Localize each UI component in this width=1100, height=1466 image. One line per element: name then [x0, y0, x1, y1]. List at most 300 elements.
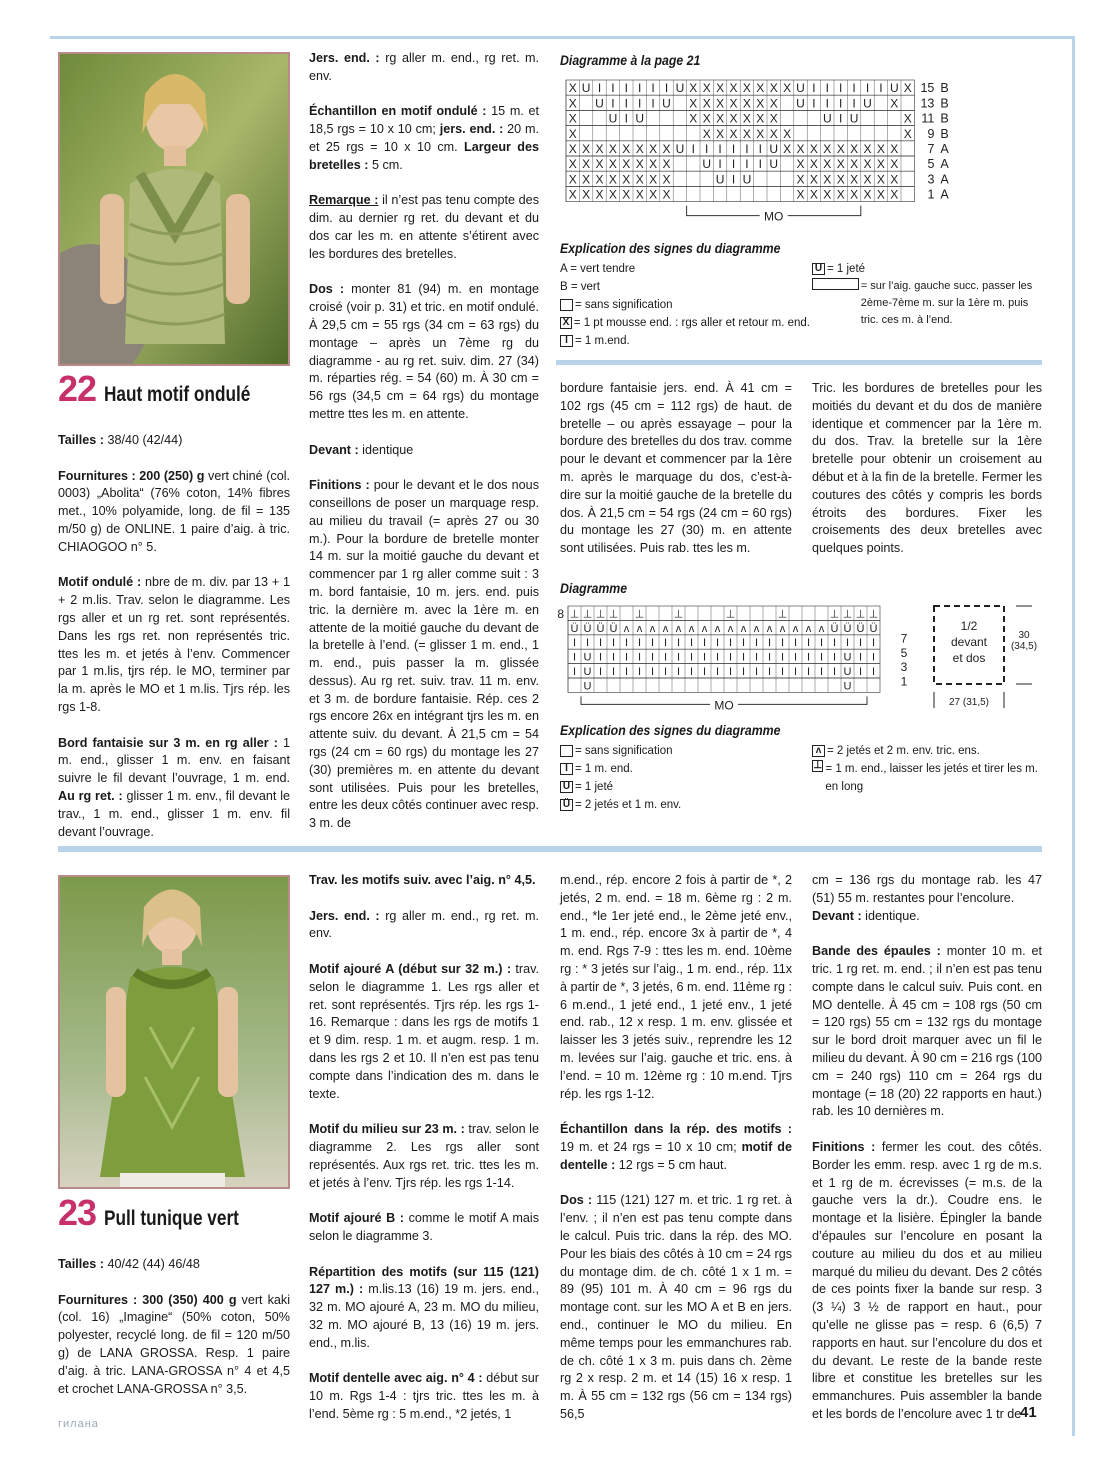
yarn-over-symbol-icon: U — [812, 263, 825, 275]
chart-cell: I — [806, 651, 811, 664]
chart-cell: ⊥ — [829, 608, 840, 621]
chart-cell: X — [608, 142, 617, 156]
garter-stitch-symbol-icon: X — [560, 317, 572, 329]
chart-cell: X — [649, 172, 658, 187]
knit-stitch-symbol-icon: I — [560, 763, 573, 775]
chart-cell: X — [582, 172, 591, 187]
schema-label: devant — [950, 635, 988, 649]
chart-cell: X — [836, 187, 845, 202]
chart-cell: I — [598, 637, 603, 650]
chart-cell: I — [754, 651, 759, 664]
chart-cell: ʌ — [675, 622, 682, 635]
chart-cell: X — [742, 96, 751, 111]
chart-cell: X — [863, 187, 872, 202]
chart-cell: Ü — [869, 622, 878, 635]
project-title: Pull tunique vert — [104, 1207, 239, 1230]
chart-cell: I — [664, 81, 669, 96]
chart-cell: X — [850, 142, 859, 156]
chart-cell: ʌ — [727, 622, 734, 635]
chart-cell: I — [663, 651, 668, 664]
chart-cell: X — [796, 142, 805, 156]
chart-cell: ⊥ — [868, 608, 879, 621]
chart-cell: I — [731, 172, 736, 187]
chart-cell: I — [852, 96, 856, 111]
chart-cell: I — [871, 637, 876, 650]
chart-cell: I — [624, 96, 628, 111]
chart-cell: X — [903, 81, 912, 96]
chart-cell: I — [624, 651, 629, 664]
chart-cell: I — [718, 157, 722, 172]
chart-cell: X — [568, 187, 577, 202]
chart-cell: I — [689, 666, 694, 678]
watermark: гилана — [58, 1418, 99, 1430]
chart-cell: X — [622, 157, 631, 172]
chart-cell: I — [839, 81, 843, 96]
chart-cell: Ü — [856, 622, 865, 635]
chart-cell: X — [635, 142, 644, 156]
chart-cell: X — [823, 187, 832, 202]
chart-cell: I — [650, 637, 655, 650]
chart-cell: X — [809, 187, 818, 202]
chart-cell: X — [568, 96, 577, 111]
chart-color-label: A — [940, 172, 949, 187]
chart-cell: I — [624, 666, 629, 678]
chart-cell: X — [903, 126, 912, 141]
chart-cell: I — [663, 637, 668, 650]
chart-row-label: 7 — [927, 142, 935, 156]
chart-cell: I — [839, 96, 843, 111]
chart-color-label: B — [940, 111, 949, 126]
chart-cell: I — [702, 666, 707, 678]
chart-row-label: 11 — [921, 111, 935, 126]
chart-cell: X — [582, 187, 591, 202]
chart-cell: Ü — [570, 622, 579, 635]
page-number: 41 — [1020, 1404, 1037, 1421]
chart-cell: U — [742, 172, 752, 187]
chart-cell: X — [850, 187, 859, 202]
chart-row-label: 3 — [927, 172, 935, 187]
chart-cell: I — [793, 666, 798, 678]
chart-cell: I — [651, 96, 655, 111]
chart-cell: I — [858, 651, 863, 664]
chart-cell: I — [839, 111, 843, 126]
project-23-heading — [58, 1192, 269, 1234]
chart-color-label: A — [940, 142, 949, 156]
legend-1-right: U = 1 jeté = sur l’aig. gauche succ. passer les 2ème-7ème m. sur la 1ère m. puis tric. ces m. à l’end. — [812, 260, 1042, 329]
chart-cell: X — [595, 142, 604, 156]
schema-label: et dos — [952, 651, 986, 665]
chart-cell: I — [572, 666, 577, 678]
chart-cell: X — [662, 172, 671, 187]
chart-cell: I — [651, 81, 655, 96]
chart-cell: X — [716, 111, 725, 126]
chart-cell: I — [676, 637, 681, 650]
yarn-over-symbol-icon: U — [560, 781, 573, 793]
chart-cell: U — [849, 111, 859, 126]
chart-color-label: A — [940, 187, 949, 202]
chart-lace-pattern — [552, 600, 912, 710]
chart-row-label: 13 — [920, 96, 935, 111]
chart-cell: X — [796, 172, 805, 187]
size-schema — [920, 598, 1042, 714]
chart-cell: X — [568, 81, 577, 96]
chart-cell: X — [622, 142, 631, 156]
chart-cell: I — [624, 637, 629, 650]
chart-cell: I — [637, 666, 642, 678]
chart-cell: I — [741, 666, 746, 678]
chart-cell: X — [729, 96, 738, 111]
mo-label: MO — [764, 209, 784, 224]
chart-cell: X — [649, 142, 658, 156]
chart-cell: X — [756, 126, 765, 141]
chart-cell: X — [649, 187, 658, 202]
p22-column-4: Tric. les bordures de bretelles pour les moitiés du devant et du dos de manière identique et commencer par la 1ère m. du dos. Trav. la bretelle sur la 1ère bretelle pour obtenir un croisement au début et à la fin de la bretelle. Fermer les coutures des côtés y compris les bords étroits des bordures. Fixer les croisements des deux bretelles avec quelques points. — [812, 381, 1042, 556]
chart-cell: X — [729, 81, 738, 96]
chart-cell: I — [858, 637, 863, 650]
chart-cell: X — [595, 187, 604, 202]
chart-cell: X — [568, 126, 577, 141]
chart-cell: X — [809, 157, 818, 172]
chart-cell: ʌ — [766, 622, 773, 635]
chart-cell: ⊥ — [855, 608, 866, 621]
chart-cell: I — [715, 666, 720, 678]
chart-cell: X — [836, 142, 845, 156]
chart-cell: I — [780, 666, 785, 678]
chart-cell: ʌ — [818, 622, 825, 635]
chart-cell: X — [742, 81, 751, 96]
schema-height: (34,5) — [1010, 641, 1038, 652]
chart-cell: X — [662, 187, 671, 202]
chart-cell: I — [691, 142, 695, 156]
chart-cell: I — [793, 651, 798, 664]
chart-row-label: 1 — [927, 187, 935, 202]
legend-2-left: = sans signification I = 1 m. end. U = 1 jeté Ü = 2 jetés et 1 m. env. — [560, 742, 810, 814]
chart-cell: U — [796, 96, 805, 111]
chart-cell: X — [635, 172, 644, 187]
chart-cell: I — [871, 651, 876, 664]
chart-cell: I — [825, 96, 829, 111]
chart-cell: I — [832, 666, 837, 678]
chart-cell: ʌ — [805, 622, 812, 635]
chart-cell: I — [624, 111, 628, 126]
chart-cell: Ü — [583, 622, 592, 635]
chart-cell: I — [572, 637, 577, 650]
chart-cell: ⊥ — [842, 608, 853, 621]
chart-cell: U — [635, 111, 645, 126]
chart-cell: I — [637, 651, 642, 664]
chart-cell: X — [890, 172, 899, 187]
chart-cell: X — [689, 96, 698, 111]
chart-row-label: 5 — [927, 157, 935, 172]
chart-cell: I — [611, 651, 616, 664]
chart-cell: Ü — [596, 622, 605, 635]
chart-cell: X — [863, 172, 872, 187]
p22-column-3: bordure fantaisie jers. end. À 41 cm = 102 rgs (45 cm = 112 rgs) de haut. de bretelle – ou après essayage – pour la bordure des bretelles du dos trav. comme pour le devant et commencer par la 1ère m. après le marquage du dos, c’est-à-dire sur la moitié gauche de la bretelle du dos. À 21,5 cm = 54 rgs (24 cm = 60 rgs) du montage les 27 (30) m. en attente sont utilisées. Puis rab. ttes les m. — [560, 381, 792, 556]
chart-cell: X — [823, 172, 832, 187]
chart-cell: X — [783, 142, 792, 156]
chart-cell: X — [783, 81, 792, 96]
chart-cell: I — [731, 157, 736, 172]
chart-cell: ʌ — [792, 622, 799, 635]
chart-cell: X — [702, 96, 711, 111]
chart-row-label: 1 — [900, 674, 908, 689]
chart-cell: ʌ — [714, 622, 721, 635]
chart-color-label: B — [940, 126, 949, 141]
chart-cell: X — [662, 157, 671, 172]
chart-cell: I — [745, 142, 749, 156]
chart-cell: I — [858, 666, 863, 678]
chart-cell: U — [863, 96, 872, 111]
chart-cell: U — [581, 81, 591, 96]
chart-cell: Ü — [609, 622, 618, 635]
chart-cell: X — [568, 172, 577, 187]
chart-cell: I — [780, 637, 785, 650]
chart-cell: ⊥ — [595, 608, 606, 621]
chart-cell: I — [812, 96, 816, 111]
p23-column-2: Trav. les motifs suiv. avec l’aig. n° 4,5. Jers. end. : rg aller m. end., rg ret. m. env. Motif ajouré A (début sur 32 m.) : trav. selon le diagramme 1. Les rgs aller et ret. sont représentés. Tjrs rép. les rgs 1-16. Remarque : dans les rgs de motifs 1 et 9 dim. resp. 1 m. et augm. resp. 1 m. dans les rgs 2 et 10. Il n’en est pas tenu compte dans l’indication des m. dans le texte. Motif du milieu sur 23 m. : trav. selon le diagramme 2. Les rgs aller sont représentés. Aux rgs ret. tric. ttes les m. et jetés à l’env. Tjrs rép. les rgs 1-14. Motif ajouré B : comme le motif A mais selon le diagramme 3. Répartition des motifs (sur 115 (121) 127 m.) : m.lis.13 (16) 19 m. jers. end., 32 m. MO ajouré A, 23 m. MO du milieu, 32 m. MO ajouré B, 13 (16) 19 m. jers. end., m.lis. Motif dentelle avec aig. n° 4 : début sur 10 m. Rgs 1-4 : tjrs tric. ttes les m. à l’end. 5ème rg : 5 m.end., *2 jetés, 1 — [309, 873, 539, 1421]
chart-cell: U — [796, 81, 805, 96]
chart-cell: X — [568, 111, 577, 126]
chart-cell: U — [822, 111, 832, 126]
chart-cell: X — [729, 111, 738, 126]
chart-color-label: B — [940, 96, 949, 111]
chart-wave-pattern — [560, 78, 980, 228]
chart-cell: X — [863, 142, 872, 156]
chart-cell: X — [702, 126, 711, 141]
decrease-symbol-icon: ʌ — [812, 745, 825, 757]
chart-cell: I — [806, 637, 811, 650]
chart-cell: X — [582, 157, 591, 172]
chart-cell: X — [689, 81, 698, 96]
photo-23-green-tunic — [58, 875, 290, 1189]
chart-cell: I — [741, 637, 746, 650]
chart-cell: I — [637, 637, 642, 650]
elongated-stitch-symbol-icon: ⊥ — [813, 760, 823, 771]
schema-height: 30 — [1018, 630, 1030, 641]
chart-cell: X — [783, 126, 792, 141]
chart-row-label: 8 — [557, 607, 564, 621]
chart-cell: X — [850, 172, 859, 187]
chart-cell: X — [769, 81, 778, 96]
chart-cell: I — [572, 651, 577, 664]
diagram-title: Diagramme — [560, 580, 628, 596]
chart-cell: ⊥ — [634, 608, 645, 621]
chart-cell: X — [769, 96, 778, 111]
chart-cell: X — [608, 187, 617, 202]
chart-cell: X — [809, 142, 818, 156]
chart-cell: U — [702, 157, 712, 172]
chart-cell: I — [745, 157, 749, 172]
chart-cell: X — [649, 157, 658, 172]
legend-1-title: Explication des signes du diagramme — [560, 240, 781, 256]
chart-cell: U — [843, 666, 852, 678]
chart-cell: I — [731, 142, 736, 156]
chart-cell: X — [716, 81, 725, 96]
chart-cell: X — [876, 187, 885, 202]
chart-cell: I — [676, 651, 681, 664]
chart-cell: I — [676, 666, 681, 678]
chart-cell: X — [662, 142, 671, 156]
page-frame-right — [1072, 36, 1075, 1436]
chart-cell: ʌ — [636, 622, 643, 635]
chart-cell: I — [715, 637, 720, 650]
chart-cell: I — [702, 637, 707, 650]
chart-cell: ⊥ — [673, 608, 684, 621]
chart-cell: X — [742, 126, 751, 141]
chart-cell: I — [611, 666, 616, 678]
chart-cell: X — [809, 172, 818, 187]
chart-cell: I — [597, 81, 602, 96]
chart-cell: ʌ — [623, 622, 630, 635]
chart-cell: X — [582, 142, 591, 156]
legend-2-right: ʌ = 2 jetés et 2 m. env. tric. ens. ⊥ = 1 m. end., laisser les jetés et tirer les m. en long — [813, 745, 1038, 793]
chart-cell: X — [756, 111, 765, 126]
project-title: Haut motif ondulé — [104, 383, 251, 406]
chart-cell: X — [716, 96, 725, 111]
mo-label: MO — [714, 698, 734, 710]
chart-cell: I — [852, 81, 856, 96]
chart-cell: I — [819, 637, 824, 650]
chart-row-label: 7 — [900, 631, 908, 646]
chart-cell: ʌ — [688, 622, 695, 635]
chart-cell: I — [689, 637, 694, 650]
chart-cell: ⊥ — [725, 608, 736, 621]
pass-over-symbol-icon — [812, 278, 859, 290]
chart-row-label: 5 — [900, 645, 908, 660]
chart-cell: ⊥ — [582, 608, 593, 621]
legend-1-left: A = vert tendre B = vert = sans signification X = 1 pt mousse end. : rgs aller et retour m. end. I = 1 m.end. — [560, 263, 810, 347]
chart-cell: I — [650, 651, 655, 664]
chart-cell: X — [903, 111, 912, 126]
chart-cell: I — [611, 637, 616, 650]
chart-cell: X — [876, 142, 885, 156]
chart-cell: X — [890, 157, 899, 172]
chart-cell: I — [819, 651, 824, 664]
chart-cell: I — [650, 666, 655, 678]
chart-cell: ⊥ — [777, 608, 788, 621]
chart-cell: I — [806, 666, 811, 678]
chart-cell: I — [767, 637, 772, 650]
project-number: 22 — [58, 368, 97, 409]
chart-cell: X — [823, 142, 832, 156]
schema-fraction: 1/2 — [960, 619, 978, 633]
chart-cell: I — [718, 142, 722, 156]
chart-cell: I — [611, 96, 615, 111]
p23-column-1: Tailles : 40/42 (44) 46/48 Fournitures : 300 (350) 400 g vert kaki (col. 16) „Imagine“ (50% coton, 50% polyester, recyclé long. de fil = 120 m/50 g) de LANA GROSSA. Resp. 1 paire d’aig. à tric. LANA-GROSSA n° 4 et 4,5 et crochet LANA-GROSSA n° 3,5. — [58, 1257, 290, 1396]
schema-width: 27 (31,5) — [948, 697, 990, 708]
chart-row-label: 3 — [900, 660, 908, 675]
chart-cell: I — [611, 81, 615, 96]
diagram-page-reference: Diagramme à la page 21 — [560, 52, 701, 68]
chart-cell: ʌ — [662, 622, 669, 635]
p22-column-2: Jers. end. : rg aller m. end., rg ret. m. env. Échantillon en motif ondulé : 15 m. et 18,5 rgs = 10 x 10 cm; jers. end. : 20 m. et 25 rgs = 10 x 10 cm. Largeur des bretelles : 5 cm. Remarque : il n’est pas tenu compte des dim. au dernier rg ret. du devant et du dos car les m. en attente s’étirent avec les bordures des bretelles. Dos : monter 81 (94) m. en montage croisé (voir p. 31) et tric. en motif ondulé. À 29,5 cm = 55 rgs (34 cm = 63 rgs) du montage – après un 7ème rg du diagramme - au rg ret. suiv. dim. 27 (34) m. réparties rég. = 54 (60) m. À 30 cm = 56 rgs (34,5 cm = 64 rgs) du montage mettre ttes les m. en attente. Devant : identique Finitions : pour le devant et le dos nous conseillons de poser un marquage resp. au milieu du travail (= après 27 ou 30 m.). Pour la bordure de bretelle monter 14 m. sur la moitié gauche du devant et commencer par 1 rg aller comme suit : 3 m. bord fantaisie, 10 m. jers. end. puis tric. la dernière m. avec la 1ère m. en attente de la moitié gauche du devant de la bretelle à l’end. (= glisser 1 m. end., 1 m. end., puis passer la m. glissée dessus). Au rg ret. suiv. trav. 11 m. env. et 3 m. de bordure fantaisie. Rép. ces 2 rgs encore 26x en intégrant tjrs les m. en attente suiv. du devant. À 21,5 cm = 54 rgs (24 cm = 60 rgs) du montage les 27 (30) premières m. en attente du devant sont utilisées. Puis pour les bretelles, entre les deux côtés continuer avec resp. 3 m. de — [309, 51, 540, 831]
blank-symbol-icon — [560, 299, 573, 311]
chart-cell: I — [754, 666, 759, 678]
chart-cell: ʌ — [701, 622, 708, 635]
chart-cell: I — [825, 81, 829, 96]
page-frame-top — [50, 36, 1074, 39]
knit-stitch-symbol-icon: I — [560, 335, 573, 347]
chart-cell: X — [823, 157, 832, 172]
chart-cell: I — [758, 142, 762, 156]
chart-cell: I — [728, 651, 733, 664]
chart-cell: I — [767, 651, 772, 664]
chart-cell: ⊥ — [608, 608, 619, 621]
chart-cell: U — [583, 666, 592, 678]
chart-cell: I — [728, 666, 733, 678]
chart-cell: I — [819, 666, 824, 678]
chart-cell: X — [836, 157, 845, 172]
double-yarn-over-symbol-icon: Ü — [560, 799, 573, 811]
chart-cell: I — [638, 96, 642, 111]
chart-cell: X — [568, 142, 577, 156]
section-divider — [58, 846, 1042, 852]
chart-cell: U — [608, 111, 618, 126]
chart-cell: I — [638, 81, 642, 96]
chart-cell: U — [769, 157, 779, 172]
chart-cell: I — [845, 637, 850, 650]
chart-cell: X — [890, 142, 899, 156]
chart-cell: I — [585, 637, 590, 650]
chart-cell: ʌ — [753, 622, 760, 635]
chart-cell: I — [793, 637, 798, 650]
chart-cell: Ü — [843, 622, 852, 635]
project-22-heading — [58, 368, 283, 410]
chart-row-label: 15 — [920, 81, 935, 96]
chart-cell: ʌ — [740, 622, 747, 635]
chart-cell: X — [796, 187, 805, 202]
chart-cell: X — [608, 157, 617, 172]
chart-cell: U — [675, 142, 685, 156]
chart-cell: I — [663, 666, 668, 678]
chart-cell: X — [622, 187, 631, 202]
chart-cell: X — [769, 111, 778, 126]
chart-cell: ʌ — [779, 622, 786, 635]
chart-color-label: A — [940, 157, 949, 172]
chart-cell: I — [728, 637, 733, 650]
chart-cell: U — [662, 96, 671, 111]
p23-column-3: m.end., rép. encore 2 fois à partir de *, 2 jetés, 2 m. end. = 18 m. 6ème rg : 2 m. end., *le 1er jeté end., le 2ème jeté env., 1 m. end., rép. encore 3x à partir de *, 4 m. end. Rgs 7-9 : ttes les m. end. 10ème rg : * 3 jetés sur l’aig., 1 m. end., rép. 11x à partir de *, 3 jetés, 6 m. end. 11ème rg : 6 m.end., 1 jeté end., 1 jeté env., 1 jeté end. rab., 12 x resp. 1 m. env. glissée et laisser les 3 jetés suiv., reprendre les 12 m. levées sur l’aig. gauche et tric. ens. à l’end. = 10 m. 12ème rg : 10 m.end. Tjrs rép. les rgs 1-12. Échantillon dans la rép. des motifs : 19 m. et 24 rgs = 10 x 10 cm; motif de dentelle : 12 rgs = 5 cm haut. Dos : 115 (121) 127 m. et tric. 1 rg ret. à l’env. ; il n’en est pas tenu compte dans le calcul. Puis tric. dans la rép. des MO. Pour les biais des côtés à 10 cm = 24 rgs du montage dim. de ch. côté 1 x 1 m. = 89 (95) 101 m. À 40 cm = 96 rgs du montage cont. sur les MO A et B en jers. end., continuer le MO du milieu. En même temps pour les emmanchures rab. de ch. côté 1 x 3 m. puis dans ch. 2ème rg 2 x resp. 2 m. et 14 (15) 16 x resp. 1 m. À 55 cm = 132 rgs (56 cm = 134 rgs) 56,5 — [560, 873, 792, 1421]
chart-cell: X — [850, 157, 859, 172]
chart-cell: X — [796, 157, 805, 172]
chart-cell: I — [598, 666, 603, 678]
chart-cell: U — [583, 680, 592, 693]
chart-cell: X — [890, 187, 899, 202]
chart-cell: ʌ — [649, 622, 656, 635]
chart-cell: X — [702, 111, 711, 126]
chart-cell: U — [843, 680, 852, 693]
chart-cell: I — [715, 651, 720, 664]
chart-cell: I — [624, 81, 628, 96]
chart-cell: ⊥ — [569, 608, 580, 621]
chart-cell: X — [890, 96, 899, 111]
chart-cell: X — [876, 172, 885, 187]
chart-cell: I — [832, 637, 837, 650]
chart-cell: X — [756, 96, 765, 111]
chart-cell: U — [843, 651, 852, 664]
chart-cell: I — [754, 637, 759, 650]
section-divider-small — [556, 360, 1042, 365]
chart-cell: X — [608, 172, 617, 187]
legend-2-title: Explication des signes du diagramme — [560, 722, 781, 738]
chart-cell: X — [568, 157, 577, 172]
chart-cell: I — [598, 651, 603, 664]
chart-cell: X — [836, 172, 845, 187]
chart-cell: I — [780, 651, 785, 664]
chart-cell: U — [889, 81, 899, 96]
p22-column-1: Tailles : 38/40 (42/44) Fournitures : 200 (250) g vert chiné (col. 0003) „Abolita“ (76% coton, 14% fibres met., 10% polyamide, long. de fil = 135 m/50 g) de ONLINE. 1 paire d’aig. à tric. CHIAOGOO n° 5. Motif ondulé : nbre de m. div. par 13 + 1 + 2 m.lis. Trav. selon le diagramme. Les rgs aller et un rg ret. sont représentés. Dans les rgs ret. non représentés tric. ttes les m. et jetés à l’env. Commencer par 1 m.lis, tjrs rép. le MO, terminer par la m. après le MO et 1 m.lis. Tjrs rép. les rgs 1-8. Bord fantaisie sur 3 m. en rg aller : 1 m. end., glisser 1 m. env. en faisant suivre le fil devant l’ouvrage, 1 m. end. Au rg ret. : glisser 1 m. env., fil devant le trav., 1 m. end., glisser 1 m. env. fil devant l’ouvrage. — [58, 433, 291, 839]
chart-cell: X — [769, 126, 778, 141]
